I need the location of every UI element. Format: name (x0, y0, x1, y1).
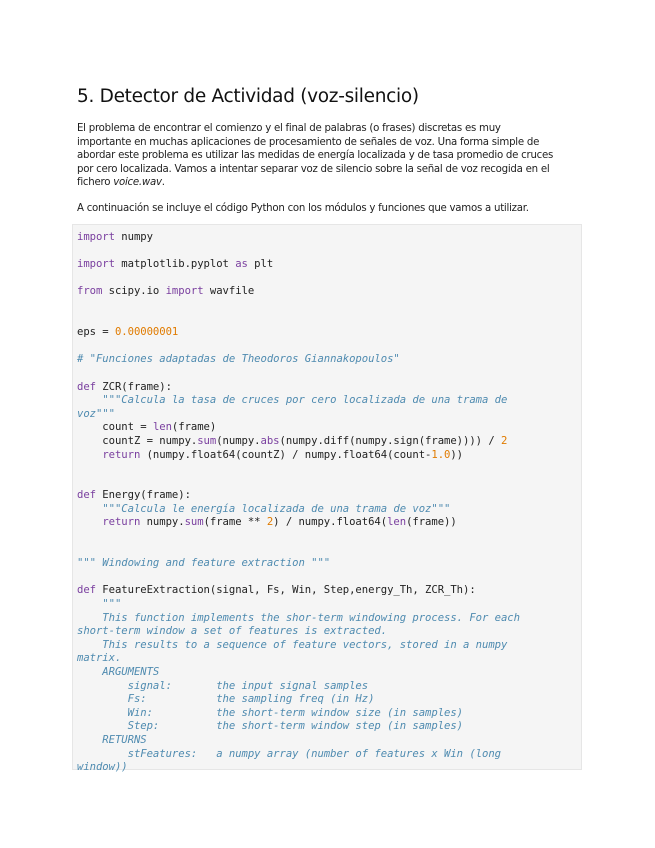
intro-line-1: El problema de encontrar el comienzo y el final de palabras (o frases) discretas es muy (77, 123, 501, 134)
code-docstring: """ (77, 598, 122, 611)
code-docstring: stFeatures: a numpy array (number of features x Win (long (77, 747, 501, 760)
code-text: plt (247, 258, 274, 271)
code-docstring: This results to a sequence of feature vectors, stored in a numpy (77, 638, 508, 651)
code-docstring: matrix. (77, 652, 122, 665)
code-docstring: ARGUMENTS (77, 666, 160, 678)
code-number: 0.00000001 (114, 326, 179, 339)
code-text: count = (77, 421, 153, 434)
code-text: )) (450, 448, 464, 461)
code-keyword: def (77, 584, 96, 597)
code-docstring: voz""" (77, 407, 115, 420)
code-docstring: """Calcula la tasa de cruces por cero localizada de una trama de (77, 394, 508, 407)
code-keyword: import (77, 231, 115, 243)
filename: voice.wav (113, 177, 162, 189)
code-builtin: sum (184, 516, 204, 529)
code-builtin: len (387, 516, 407, 529)
section-heading: 5. Detector de Actividad (voz-silencio) (77, 86, 419, 107)
code-text: (frame)) (406, 516, 457, 529)
code-keyword: as (235, 258, 248, 271)
code-text: wavfile (203, 285, 255, 298)
code-text: (numpy.float64(countZ) / numpy.float64(count- (140, 448, 432, 461)
code-listing (77, 231, 520, 775)
code-docstring: """Calcula le energía localizada de una trama de voz""" (77, 502, 451, 515)
intro-paragraph (77, 122, 583, 190)
code-keyword: import (77, 258, 115, 271)
code-docstring: RETURNS (77, 733, 147, 746)
code-text: matplotlib.pyplot (114, 258, 236, 271)
code-text (77, 516, 102, 528)
code-builtin: abs (260, 434, 280, 447)
code-text (77, 449, 102, 461)
code-text: ZCR(frame): (95, 380, 172, 393)
code-text: Energy(frame): (95, 489, 191, 502)
code-keyword: def (77, 489, 96, 502)
code-docstring: short-term window a set of features is extracted. (77, 625, 388, 638)
intro-line-3: abordar este problema es utilizar las medidas de energía localizada y de tasa promedio de cruces (77, 150, 554, 162)
code-comment: # "Funciones adaptadas de Theodoros Giannakopoulos" (77, 353, 400, 366)
code-docstring: signal: the input signal samples (77, 679, 369, 692)
code-builtin: len (152, 421, 172, 434)
code-docstring: window)) (77, 761, 128, 774)
code-docstring: """ Windowing and feature extraction """ (77, 557, 331, 570)
code-docstring: Fs: the sampling freq (in Hz) (77, 693, 375, 706)
code-keyword: return (102, 448, 141, 461)
code-text: (frame) (171, 421, 217, 434)
intro-line-2: importante en muchas aplicaciones de procesamiento de señales de voz. Una forma simple de (77, 136, 540, 148)
code-text: (numpy. (216, 434, 261, 447)
code-number: 2 (266, 516, 274, 529)
code-docstring: Step: the short-term window step (in samples) (77, 720, 464, 733)
intro-line-5-prefix: fichero (77, 177, 114, 189)
code-intro-paragraph: A continuación se incluye el código Python con los módulos y funciones que vamos a utilizar. (77, 203, 529, 214)
code-docstring: Win: the short-term window size (in samples) (77, 706, 464, 719)
code-text: (frame ** (203, 516, 267, 529)
intro-line-4: por cero localizada. Vamos a intentar separar voz de silencio sobre la señal de voz recogida en el (77, 163, 550, 175)
code-keyword: return (102, 516, 141, 529)
code-keyword: from (77, 285, 103, 298)
code-docstring: This function implements the shor-term windowing process. For each (77, 611, 520, 624)
intro-line-5-suffix: . (161, 177, 165, 189)
code-keyword: import (165, 285, 204, 298)
code-text: ) / numpy.float64( (273, 516, 388, 529)
code-keyword: def (77, 380, 96, 393)
code-number: 1.0 (431, 448, 451, 461)
code-builtin: sum (197, 434, 217, 447)
code-text: (numpy.diff(numpy.sign(frame)))) / (279, 434, 501, 447)
code-text: numpy. (140, 516, 185, 529)
code-text: FeatureExtraction(signal, Fs, Win, Step,energy_Th, ZCR_Th): (95, 584, 476, 597)
code-text: scipy.io (102, 285, 166, 298)
code-text: countZ = numpy. (77, 434, 198, 447)
code-text: eps = (77, 326, 115, 339)
code-text: numpy (114, 231, 153, 243)
code-number: 2 (500, 434, 508, 447)
